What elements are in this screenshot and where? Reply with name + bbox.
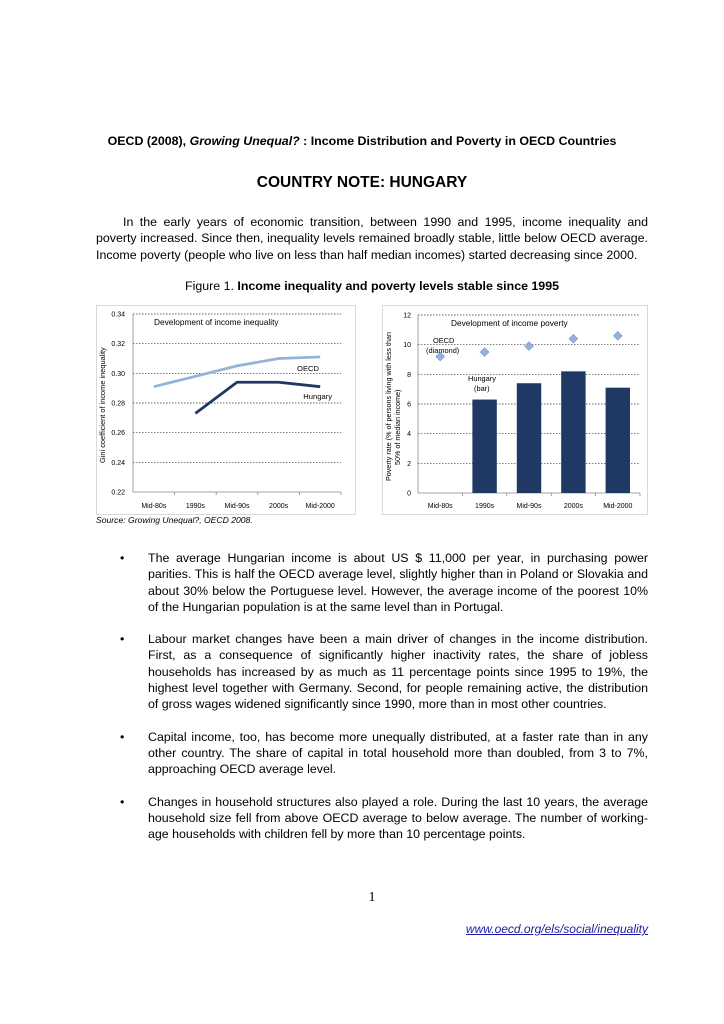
inequality-chart-title: Development of income inequality [154, 317, 279, 327]
x-tick-label: 1990s [185, 503, 205, 510]
bullet-symbol: • [120, 551, 125, 565]
bullet-list [96, 550, 648, 858]
x-tick-label: Mid-90s [224, 503, 250, 510]
source-title: Growing Unequal? [128, 515, 200, 525]
x-tick-label: Mid-2000 [603, 503, 633, 510]
y-tick-label: 0.22 [111, 489, 125, 497]
poverty-bar [517, 383, 541, 493]
bullet-item [96, 550, 648, 615]
document-header [0, 134, 724, 148]
footer-link[interactable]: www.oecd.org/els/social/inequality [465, 922, 648, 936]
figure-caption [0, 279, 724, 293]
y-tick-label: 0.26 [111, 430, 125, 438]
poverty-chart-title: Development of income poverty [451, 318, 568, 328]
bullet-text: Capital income, too, has become more unequally distributed, at a faster rate than in any other country. The share of capital in total household more than doubled, from 3 to 7%, approaching OECD average level. [148, 729, 648, 777]
x-tick-label: 2000s [269, 503, 289, 510]
oecd-legend-label: OECD [433, 336, 455, 345]
x-tick-label: Mid-80s [141, 503, 167, 510]
y-tick-label: 0.34 [111, 311, 125, 319]
poverty-chart [382, 305, 648, 515]
poverty-y-axis-label-line2: 50% of median income) [393, 389, 402, 465]
bullet-text: Labour market changes have been a main driver of changes in the income distribution. First, as a consequence of significantly higher inactivity rates, the share of jobless households has increased by as much as 11 percentage points since 1995 to 19%, the highest level together with Germany. Second, for people remaining active, the distribution of gross wages widened significantly since 1990, more than in most other countries. [148, 632, 648, 712]
poverty-bar [472, 400, 496, 493]
hungary-legend-sublabel: (bar) [474, 384, 490, 393]
source-prefix: Source: [96, 515, 126, 525]
intro-text: In the early years of economic transition, between 1990 and 1995, income inequality and poverty increased. Since then, inequality levels remained broadly stable, little below OECD average. Income poverty (people who live on less than half median incomes) started decreasing since 2000. [96, 215, 648, 262]
bullet-symbol: • [120, 632, 125, 647]
bullet-symbol: • [120, 729, 125, 744]
y-tick-label: 12 [403, 312, 411, 320]
series-label-oecd: OECD [297, 364, 319, 373]
y-tick-label: 10 [403, 342, 411, 350]
y-tick-label: 8 [407, 371, 411, 379]
poverty-bar [561, 371, 585, 493]
bullet-text: Changes in household structures also played a role. During the last 10 years, the average household size fell from above OECD average to below average. The number of working-age households with children fell by more than 10 percentage points. [148, 794, 648, 842]
figure-caption-text: Income inequality and poverty levels stable since 1995 [237, 279, 559, 293]
oecd-legend-sublabel: (diamond) [426, 346, 460, 355]
series-label-hungary: Hungary [303, 392, 332, 401]
header-suffix: : Income Distribution and Poverty in OECD Countries [303, 134, 617, 148]
bullet-item [96, 729, 648, 778]
y-tick-label: 2 [407, 460, 411, 468]
poverty-bar [606, 388, 630, 493]
inequality-y-axis-label: Gini coefficient of income inequality [98, 347, 107, 463]
y-tick-label: 4 [407, 431, 411, 439]
y-tick-label: 0.30 [111, 370, 125, 378]
y-tick-label: 0.32 [111, 341, 125, 349]
inequality-chart-frame [97, 306, 356, 515]
inequality-chart [96, 305, 356, 515]
y-tick-label: 6 [407, 401, 411, 409]
hungary-legend-label: Hungary [468, 374, 496, 383]
y-tick-label: 0 [407, 490, 411, 498]
poverty-y-axis-label-line1: Poverty rate (% of persons living with less than [384, 331, 393, 481]
x-tick-label: Mid-2000 [305, 503, 335, 510]
x-tick-label: Mid-80s [427, 503, 453, 510]
bullet-item [96, 631, 648, 712]
x-tick-label: 2000s [563, 503, 583, 510]
y-tick-label: 0.28 [111, 400, 125, 408]
figure-number: Figure 1. [185, 279, 234, 293]
page-number: 1 [368, 890, 376, 905]
bullet-symbol: • [120, 794, 125, 809]
x-tick-label: Mid-90s [516, 503, 542, 510]
bullet-text: The average Hungarian income is about US $ 11,000 per year, in purchasing power parities. This is half the OECD average level, slightly higher than in Poland or Slovakia and about 30% below the Portuguese level. However, the average income of the poorest 10% of the Hungarian population is at the same level than in Portugal. [148, 551, 648, 614]
y-tick-label: 0.24 [111, 459, 125, 467]
header-report-title: Growing Unequal? [189, 134, 300, 148]
header-prefix: OECD (2008), [107, 134, 187, 148]
bullet-item [96, 794, 648, 843]
page-title: COUNTRY NOTE: HUNGARY [256, 174, 468, 191]
figure-source [96, 515, 253, 525]
x-tick-label: 1990s [475, 503, 495, 510]
source-suffix: , OECD 2008. [199, 515, 253, 525]
intro-paragraph [96, 214, 648, 263]
